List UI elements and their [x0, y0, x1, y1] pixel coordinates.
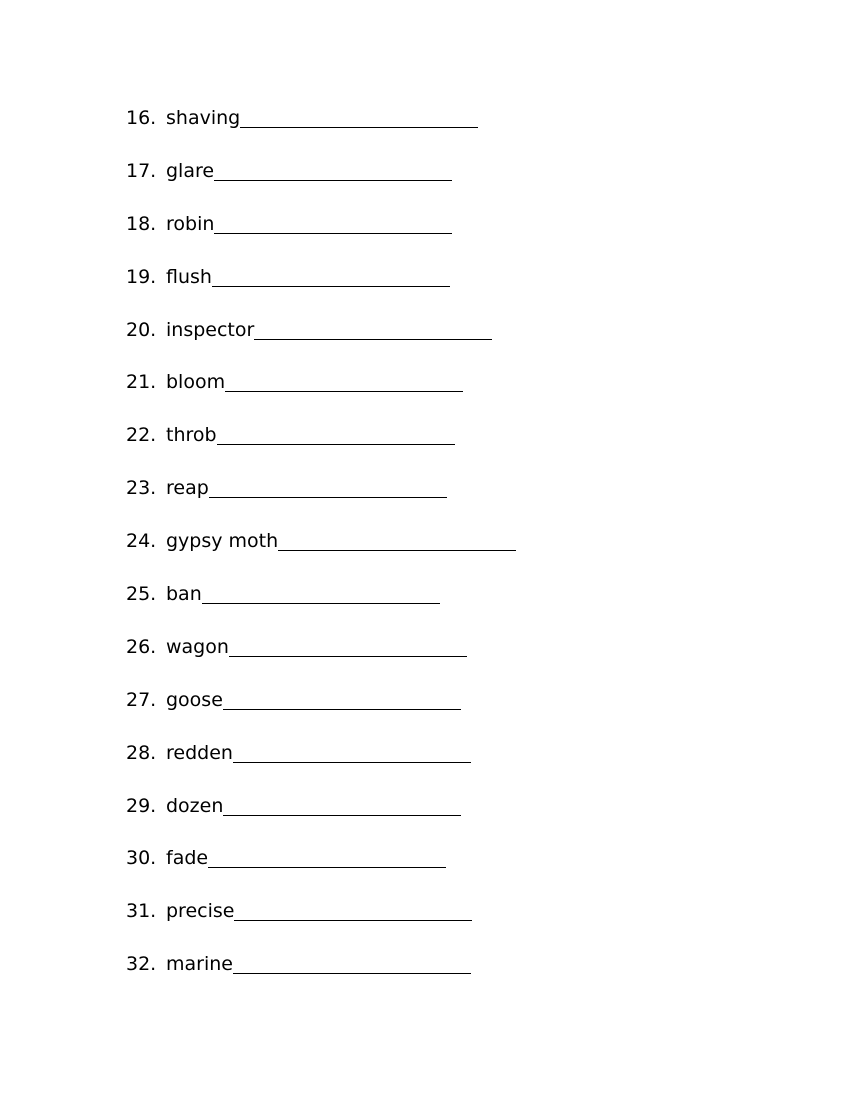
- answer-line: [229, 633, 467, 657]
- answer-line: [233, 739, 471, 763]
- item-number: 29.: [126, 794, 157, 817]
- item-word: marine: [166, 953, 233, 976]
- answer-line: [278, 527, 516, 551]
- list-item: [126, 157, 516, 210]
- answer-line: [208, 844, 446, 868]
- item-number: 31.: [126, 900, 157, 923]
- list-item: [126, 897, 516, 950]
- vocabulary-list: [126, 104, 516, 1003]
- list-item: [126, 104, 516, 157]
- answer-line: [233, 950, 471, 974]
- item-number: 27.: [126, 688, 157, 711]
- item-word: flush: [166, 265, 212, 288]
- answer-line: [223, 792, 461, 816]
- list-item: [126, 368, 516, 421]
- item-number: 32.: [126, 953, 157, 976]
- item-word: goose: [166, 688, 223, 711]
- item-word: ban: [166, 583, 202, 606]
- answer-line: [225, 368, 463, 392]
- item-number: 16.: [126, 107, 157, 129]
- item-number: 22.: [126, 424, 157, 447]
- list-item: [126, 686, 516, 739]
- item-word: precise: [166, 900, 235, 923]
- item-word: throb: [166, 424, 217, 447]
- item-word: robin: [166, 212, 215, 235]
- answer-line: [234, 897, 472, 921]
- list-item: [126, 792, 516, 845]
- answer-line: [209, 474, 447, 498]
- list-item: [126, 739, 516, 792]
- list-item: [126, 527, 516, 580]
- item-word: shaving: [166, 107, 241, 129]
- item-number: 20.: [126, 318, 157, 341]
- item-number: 19.: [126, 265, 157, 288]
- answer-line: [214, 210, 452, 234]
- list-item: [126, 950, 516, 1003]
- item-word: glare: [166, 159, 215, 182]
- item-word: inspector: [166, 318, 255, 341]
- item-word: bloom: [166, 371, 226, 394]
- item-word: gypsy moth: [166, 530, 279, 553]
- item-number: 25.: [126, 583, 157, 606]
- item-number: 23.: [126, 477, 157, 500]
- item-number: 21.: [126, 371, 157, 394]
- list-item: [126, 844, 516, 897]
- answer-line: [212, 263, 450, 287]
- item-number: 26.: [126, 635, 157, 658]
- list-item: [126, 474, 516, 527]
- answer-line: [240, 104, 478, 128]
- answer-line: [217, 421, 455, 445]
- item-number: 30.: [126, 847, 157, 870]
- item-number: 18.: [126, 212, 157, 235]
- list-item: [126, 580, 516, 633]
- item-word: dozen: [166, 794, 224, 817]
- list-item: [126, 210, 516, 263]
- list-item: [126, 421, 516, 474]
- list-item: [126, 316, 516, 369]
- list-item: [126, 263, 516, 316]
- item-word: wagon: [166, 635, 229, 658]
- item-number: 28.: [126, 741, 157, 764]
- answer-line: [214, 157, 452, 181]
- answer-line: [202, 580, 440, 604]
- list-item: [126, 633, 516, 686]
- answer-line: [254, 316, 492, 340]
- item-number: 24.: [126, 530, 157, 553]
- item-word: reap: [166, 477, 209, 500]
- item-word: fade: [166, 847, 209, 870]
- answer-line: [223, 686, 461, 710]
- item-word: redden: [166, 741, 233, 764]
- item-number: 17.: [126, 159, 157, 182]
